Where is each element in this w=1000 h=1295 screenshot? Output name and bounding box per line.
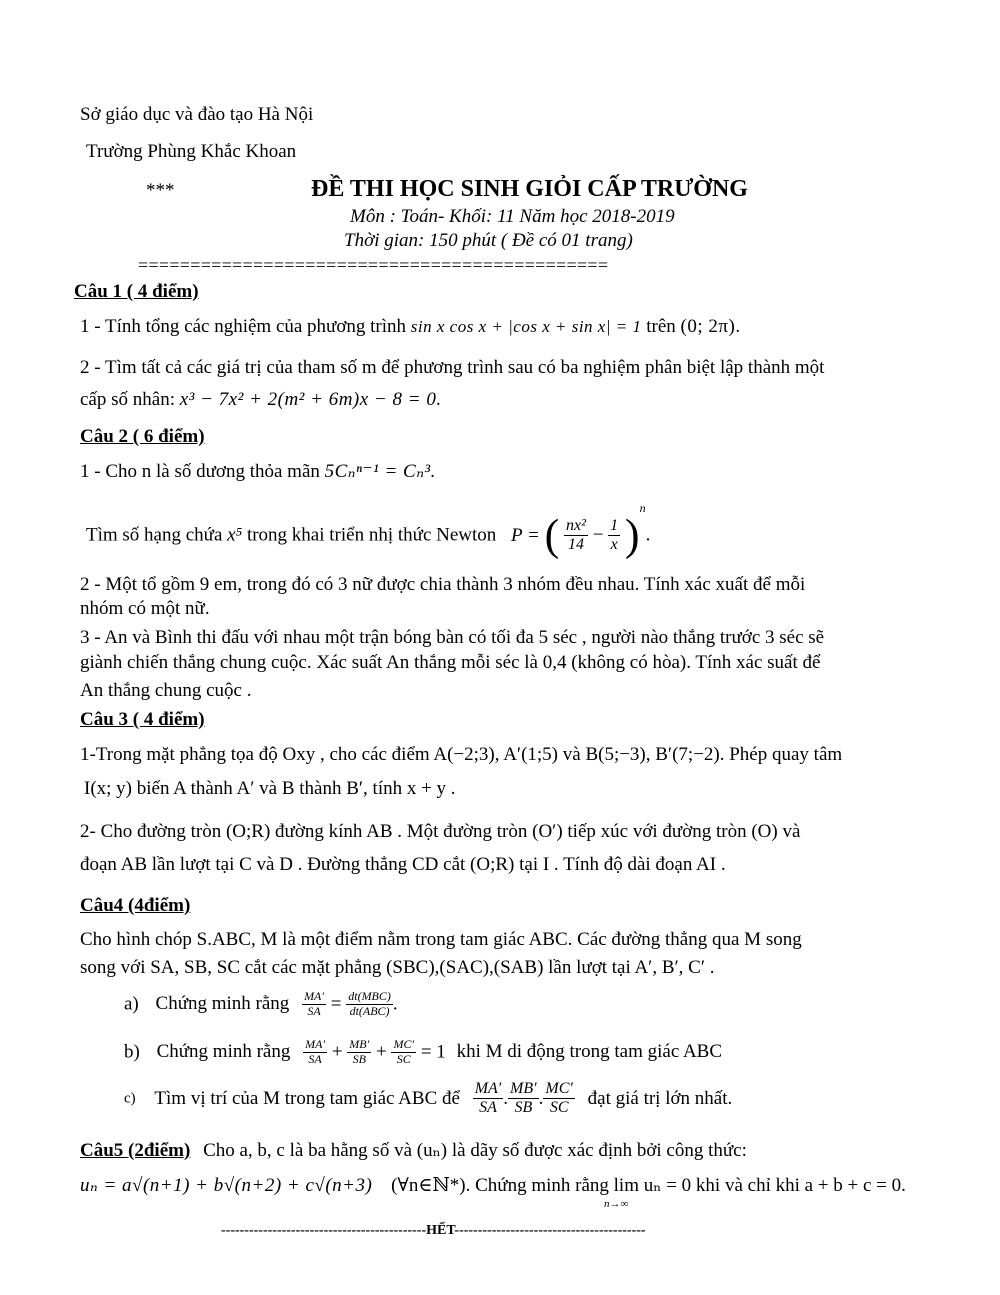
- q4-c-frac2: [508, 1080, 539, 1118]
- exam-title: ĐỀ THI HỌC SINH GIỎI CẤP TRƯỜNG: [311, 176, 748, 202]
- q5-statement: (∀n∈ℕ*). Chứng minh rằng lim uₙ = 0 khi và chỉ khi a + b + c = 0.: [391, 1175, 906, 1196]
- q4-a-frac1: [302, 990, 326, 1019]
- end-marker: --------------------------------------------HẾT-----------------------------------------: [221, 1223, 646, 1238]
- q4-c-label: c): [124, 1090, 136, 1107]
- q4-b-frac1: [303, 1038, 327, 1067]
- q4-c-frac3-num: MC′: [543, 1080, 575, 1099]
- q2-power-n: n: [639, 501, 646, 515]
- q4-b-frac3-den: SC: [396, 1051, 411, 1066]
- exam-time: Thời gian: 150 phút ( Đề có 01 trang): [344, 230, 633, 251]
- q4-a-frac2-num: dt(MBC): [348, 989, 391, 1003]
- q4-b-frac2-num: MB′: [349, 1037, 370, 1051]
- stars-decoration: ***: [146, 180, 175, 201]
- q4-c-frac1-den: SA: [479, 1099, 497, 1117]
- q1-part2-label: cấp số nhân:: [80, 389, 175, 410]
- q4-part-a: [124, 990, 398, 1019]
- q4-a-frac2-den: dt(ABC): [349, 1003, 390, 1018]
- q2-part2-line2: nhóm có một nữ.: [80, 598, 210, 619]
- q1-part2-line2: [80, 389, 442, 411]
- q1-part1-text: 1 - Tính tổng các nghiệm của phương trình: [80, 316, 407, 337]
- q2-part1b-text: Tìm số hạng chứa: [86, 524, 223, 546]
- q3-part1-line1: 1-Trong mặt phẳng tọa độ Oxy , cho các điểm A(−2;3), A′(1;5) và B(5;−3), B′(7;−2). Phép quay tâm: [80, 744, 843, 765]
- department-name: Sở giáo dục và đào tạo Hà Nội: [80, 104, 314, 125]
- q4-b-plus-2: +: [376, 1041, 387, 1063]
- q4-line2: song với SA, SB, SC cắt các mặt phẳng (SBC),(SAC),(SAB) lần lượt tại A′, B′, C′ .: [80, 957, 715, 978]
- q4-b-frac3: [391, 1038, 416, 1067]
- question-5: [80, 1140, 747, 1162]
- q4-b-frac2: [347, 1038, 371, 1067]
- q4-b-frac2-den: SB: [352, 1051, 366, 1066]
- q4-a-end: .: [392, 993, 398, 1015]
- header-rule: =============================================: [138, 255, 609, 275]
- q4-a-frac2: [346, 990, 393, 1019]
- q2-frac1-den: 14: [568, 536, 584, 554]
- q3-part1-line2: I(x; y) biến A thành A′ và B thành B′, tính x + y .: [84, 778, 456, 799]
- q1-part2-equation: x³ − 7x² + 2(m² + 6m)x − 8 = 0.: [179, 389, 442, 410]
- q3-part2-line1: 2- Cho đường tròn (O;R) đường kính AB . Một đường tròn (O′) tiếp xúc với đường tròn (O) và: [80, 821, 801, 842]
- q4-c-frac2-num: MB′: [508, 1080, 539, 1099]
- q2-part1b-text2: trong khai triển nhị thức Newton: [246, 524, 497, 546]
- q4-c-dot-1: .: [503, 1087, 509, 1109]
- question-4-heading: Câu4 (4điểm): [80, 895, 191, 916]
- minus-sign: −: [592, 524, 604, 546]
- q4-c-frac3-den: SC: [549, 1099, 569, 1117]
- q4-c-frac1-num: MA′: [473, 1080, 504, 1099]
- school-name: Trường Phùng Khắc Khoan: [86, 141, 297, 162]
- q4-a-label: a): [124, 993, 139, 1015]
- q1-part1-equation: sin x cos x + |cos x + sin x| = 1: [410, 317, 642, 336]
- q2-fraction-1: [564, 517, 588, 555]
- q4-b-tail: khi M di động trong tam giác ABC: [456, 1041, 723, 1063]
- q1-part1: [80, 316, 741, 338]
- q4-part-b: [124, 1038, 722, 1067]
- q2-part3-line1: 3 - An và Bình thi đấu với nhau một trận bóng bàn có tối đa 5 séc , người nào thắng trước 3 séc sẽ: [80, 627, 825, 648]
- q4-b-frac1-num: MA′: [305, 1037, 326, 1051]
- q4-b-equals-one: = 1: [420, 1041, 446, 1063]
- question-2-heading: Câu 2 ( 6 điểm): [80, 426, 205, 447]
- q2-fraction-2: [608, 517, 620, 555]
- exam-subject: Môn : Toán- Khối: 11 Năm học 2018-2019: [350, 206, 675, 227]
- q4-a-text: Chứng minh rằng: [155, 993, 290, 1015]
- q4-part-c: [124, 1080, 732, 1118]
- q2-x5: x⁵: [227, 524, 243, 546]
- q4-b-plus-1: +: [331, 1041, 343, 1063]
- q2-part3-line3: An thắng chung cuộc .: [80, 680, 252, 701]
- q5-line1: Cho a, b, c là ba hằng số và (uₙ) là dãy số được xác định bởi công thức:: [203, 1140, 747, 1161]
- q4-c-dot-2: .: [538, 1087, 544, 1109]
- question-1-heading: Câu 1 ( 4 điểm): [74, 281, 199, 302]
- q2-part2-line1: 2 - Một tổ gồm 9 em, trong đó có 3 nữ được chia thành 3 nhóm đều nhau. Tính xác xuất để mỗi: [80, 574, 806, 595]
- q2-frac2-num: 1: [608, 517, 620, 536]
- q4-c-frac2-den: SB: [514, 1099, 533, 1117]
- question-5-heading: Câu5 (2điểm): [80, 1140, 191, 1161]
- q4-c-text: Tìm vị trí của M trong tam giác ABC để: [154, 1087, 460, 1109]
- q4-c-tail: đạt giá trị lớn nhất.: [587, 1087, 733, 1109]
- q4-line1: Cho hình chóp S.ABC, M là một điểm nằm trong tam giác ABC. Các đường thẳng qua M song: [80, 929, 802, 950]
- q2-part1-text: 1 - Cho n là số dương thỏa mãn: [80, 461, 320, 482]
- q4-c-frac3: [543, 1080, 575, 1118]
- q2-part1-equation: 5Cₙⁿ⁻¹ = Cₙ³.: [324, 461, 436, 482]
- q4-a-frac1-den: SA: [307, 1003, 321, 1018]
- q4-b-label: b): [124, 1041, 140, 1063]
- q2-frac1-num: nx²: [564, 517, 588, 536]
- q1-part1-interval: (0; 2π).: [680, 316, 741, 337]
- q4-b-frac3-num: MC′: [393, 1037, 415, 1051]
- q4-a-equals: =: [330, 993, 342, 1015]
- q4-c-frac1: [473, 1080, 504, 1118]
- q2-part1b: Tìm số hạng chứa x⁵ trong khai triển nhị thức Newton P = ( $\frac{\text{nx²}}{14}$ − $\frac{1}{x}$ )$^n$.: [86, 501, 651, 560]
- q4-b-frac1-den: SA: [308, 1051, 322, 1066]
- q1-part2-line1: 2 - Tìm tất cả các giá trị của tham số m để phương trình sau có ba nghiệm phân biệt lập thành một: [80, 357, 825, 378]
- q1-part1-tail: trên: [646, 316, 676, 337]
- right-paren: ): [624, 510, 640, 560]
- q4-b-text: Chứng minh rằng: [156, 1041, 291, 1063]
- left-paren: (: [544, 510, 560, 560]
- q5-formula: uₙ = a√(n+1) + b√(n+2) + c√(n+3): [80, 1175, 373, 1196]
- q5-line2: [80, 1175, 906, 1197]
- q5-lim-subscript: n→∞: [604, 1198, 629, 1210]
- q3-part2-line2: đoạn AB lần lượt tại C và D . Đường thẳng CD cắt (O;R) tại I . Tính độ dài đoạn AI .: [80, 854, 726, 875]
- q4-a-frac1-num: MA′: [304, 989, 325, 1003]
- question-3-heading: Câu 3 ( 4 điểm): [80, 709, 205, 730]
- q2-P-symbol: P =: [511, 524, 540, 546]
- q2-part1: [80, 461, 436, 483]
- q2-part3-line2: giành chiến thắng chung cuộc. Xác suất An thắng mỗi séc là 0,4 (không có hòa). Tính xác suất để: [80, 652, 821, 673]
- q2-frac2-den: x: [610, 536, 618, 554]
